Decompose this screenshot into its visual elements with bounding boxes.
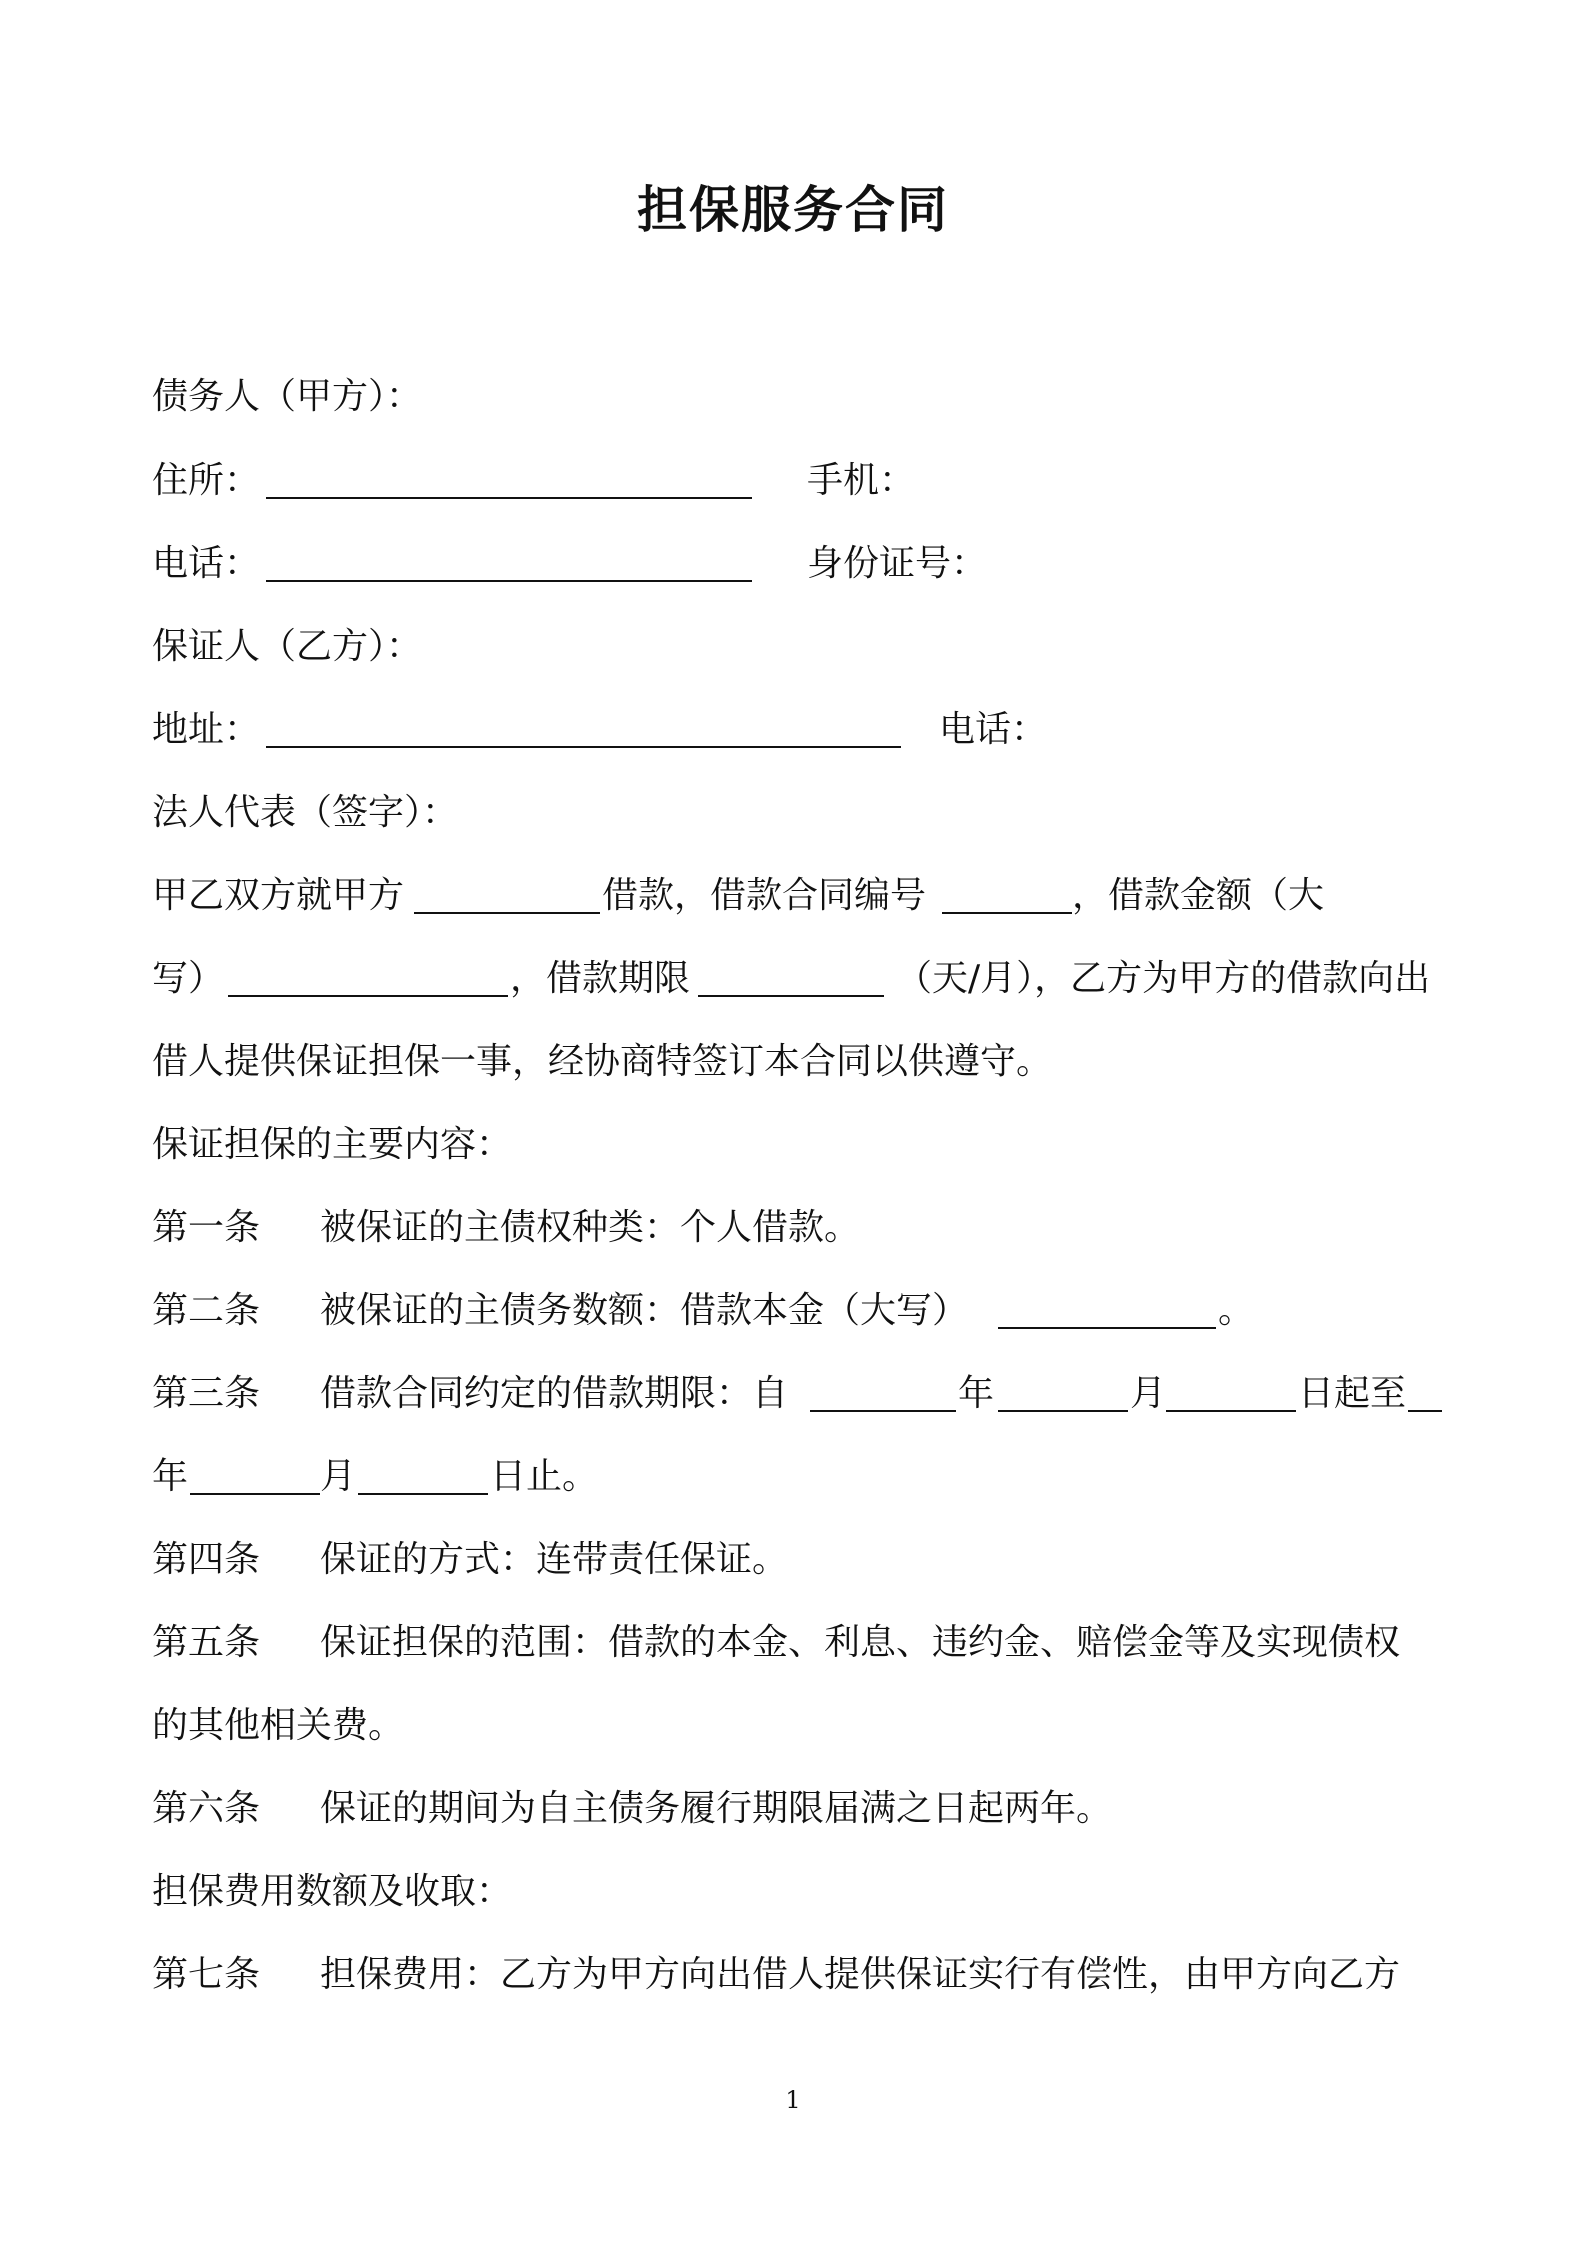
start-day-blank[interactable]	[1166, 1370, 1296, 1412]
article-2-number: 第二条	[152, 1290, 261, 1331]
guarantor-label: 保证人（乙方）：	[152, 626, 423, 667]
article-6	[152, 1785, 1112, 1833]
guarantor-line	[152, 623, 422, 671]
id-label: 身份证号：	[807, 543, 988, 584]
start-month-blank[interactable]	[998, 1370, 1128, 1412]
article-3-text: 借款合同约定的借款期限：自	[320, 1373, 789, 1414]
debtor-line	[152, 373, 422, 421]
article-1	[152, 1204, 860, 1252]
legal-rep-label: 法人代表（签字）：	[152, 792, 459, 833]
phone-blank[interactable]	[266, 540, 752, 582]
guarantor-address-line	[152, 706, 1452, 754]
end-month-blank[interactable]	[190, 1453, 320, 1495]
intro-text-7: 借人提供保证担保一事，经协商特签订本合同以供遵守。	[152, 1041, 1053, 1082]
article-3-year: 年	[958, 1373, 995, 1414]
intro-text-6: （天/月），乙方为甲方的借款向出	[896, 958, 1431, 999]
article-3-end-month: 月	[320, 1456, 357, 1497]
section-heading-2: 担保费用数额及收取：	[152, 1871, 513, 1912]
article-3-day-to: 日起至	[1298, 1373, 1407, 1414]
end-day-blank[interactable]	[358, 1453, 488, 1495]
intro-text-1: 甲乙双方就甲方	[152, 875, 405, 916]
section-fees	[152, 1868, 512, 1916]
article-5	[152, 1619, 1400, 1667]
article-7-number: 第七条	[152, 1954, 261, 1995]
article-4	[152, 1536, 788, 1584]
article-1-number: 第一条	[152, 1207, 261, 1248]
article-7-text: 担保费用：乙方为甲方向出借人提供保证实行有偿性，由甲方向乙方	[320, 1954, 1401, 1995]
intro-text-4: 写）	[152, 958, 225, 999]
start-year-blank[interactable]	[810, 1370, 956, 1412]
article-4-text: 保证的方式：连带责任保证。	[320, 1539, 789, 1580]
article-2-end: 。	[1218, 1290, 1255, 1331]
amount-blank[interactable]	[228, 955, 508, 997]
phone-line	[152, 540, 1452, 588]
contract-number-blank[interactable]	[942, 872, 1072, 914]
lender-blank[interactable]	[414, 872, 600, 914]
debtor-label: 债务人（甲方）：	[152, 376, 423, 417]
intro-line-2	[152, 955, 1452, 1003]
guarantor-phone-label: 电话：	[939, 709, 1048, 750]
article-4-number: 第四条	[152, 1539, 261, 1580]
article-2-text: 被保证的主债务数额：借款本金（大写）	[320, 1290, 969, 1331]
article-6-number: 第六条	[152, 1788, 261, 1829]
principal-blank[interactable]	[998, 1287, 1216, 1329]
address-line	[152, 457, 1452, 505]
article-3	[152, 1370, 1452, 1418]
guarantor-address-blank[interactable]	[266, 706, 901, 748]
end-year-blank-start[interactable]	[1408, 1370, 1442, 1412]
article-2	[152, 1287, 1452, 1335]
mobile-label: 手机：	[807, 460, 916, 501]
article-7	[152, 1951, 1400, 1999]
intro-text-2: 借款，借款合同编号	[602, 875, 927, 916]
article-5-cont-text: 的其他相关费。	[152, 1705, 405, 1746]
guarantor-address-label: 地址：	[152, 709, 261, 750]
intro-text-5: ，借款期限	[510, 958, 691, 999]
phone-label: 电话：	[152, 543, 261, 584]
article-5-number: 第五条	[152, 1622, 261, 1663]
section-heading-1: 保证担保的主要内容：	[152, 1124, 513, 1165]
document-title: 担保服务合同	[637, 181, 949, 239]
article-6-text: 保证的期间为自主债务履行期限届满之日起两年。	[320, 1788, 1113, 1829]
article-1-text: 被保证的主债权种类：个人借款。	[320, 1207, 861, 1248]
intro-text-3: ，借款金额（大	[1072, 875, 1325, 916]
intro-line-3	[152, 1038, 1052, 1086]
address-label: 住所：	[152, 460, 261, 501]
section-main-content	[152, 1121, 512, 1169]
legal-rep-line	[152, 789, 458, 837]
article-3-month: 月	[1130, 1373, 1167, 1414]
article-5-text: 保证担保的范围：借款的本金、利息、违约金、赔偿金等及实现债权	[320, 1622, 1401, 1663]
intro-line-1	[152, 872, 1452, 920]
article-3-line-2	[152, 1453, 1452, 1501]
address-blank[interactable]	[266, 457, 752, 499]
article-5-continued	[152, 1702, 404, 1750]
article-3-end-year: 年	[152, 1456, 189, 1497]
article-3-end-text: 日止。	[490, 1456, 599, 1497]
loan-term-blank[interactable]	[698, 955, 884, 997]
page-number: 1	[785, 2086, 801, 2114]
article-3-number: 第三条	[152, 1373, 261, 1414]
